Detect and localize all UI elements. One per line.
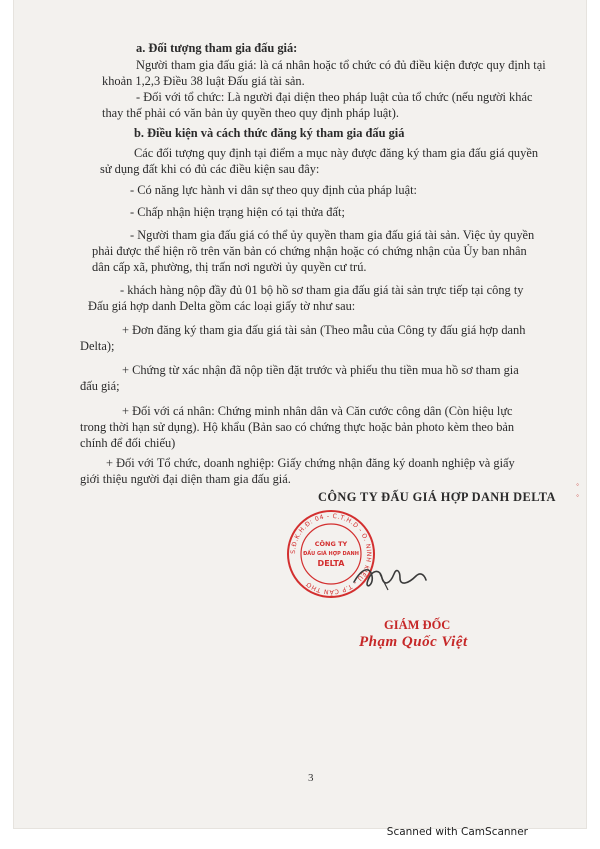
paragraph-line: - Đối với tổ chức: Là người đại diện theo pháp luật của tổ chức (nếu người khác xyxy=(136,90,533,104)
paragraph-line: đấu giá; xyxy=(80,379,120,393)
section-a-heading: a. Đối tượng tham gia đấu giá: xyxy=(136,41,298,55)
stamp-center-line: ĐẤU GIÁ HỢP DANH xyxy=(303,551,359,557)
paragraph-line: - khách hàng nộp đầy đủ 01 bộ hồ sơ tham gia đấu giá tài sản trực tiếp tại công ty xyxy=(120,283,524,297)
company-signature-title: CÔNG TY ĐẤU GIÁ HỢP DANH DELTA xyxy=(318,490,556,504)
paragraph-line: Người tham gia đấu giá: là cá nhân hoặc tổ chức có đủ điều kiện được quy định tại xyxy=(136,58,546,72)
paragraph-line: dân cấp xã, phường, thị trấn nơi người ủy quyền cư trú. xyxy=(92,260,367,274)
paragraph-line: + Chứng từ xác nhận đã nộp tiền đặt trước và phiếu thu tiền mua hồ sơ tham gia xyxy=(122,363,519,377)
paragraph-line: sử dụng đất khi có đủ các điều kiện sau đây: xyxy=(100,162,320,176)
edge-stamp-fragment: ◦ ◦ xyxy=(573,480,582,500)
stamp-ring-text: S.Đ.K.H.Đ: 04 - C.T.H.D - O. NINH KIỀU - T.P CẦN THƠ xyxy=(289,512,373,596)
paragraph-line: Các đối tượng quy định tại điểm a mục này được đăng ký tham gia đấu giá quyền xyxy=(134,146,539,160)
stamp-center-line: DELTA xyxy=(317,559,345,568)
paragraph-line: trong thời hạn sử dụng). Hộ khẩu (Bản sao có chứng thực hoặc bản photo kèm theo bản xyxy=(80,420,515,434)
paragraph-line: Delta); xyxy=(80,339,115,353)
section-b-heading: b. Điều kiện và cách thức đăng ký tham gia đấu giá xyxy=(134,126,405,140)
paragraph-line: - Người tham gia đấu giá có thể ủy quyền tham gia đấu giá tài sản. Việc ủy quyền xyxy=(130,228,535,242)
document-page xyxy=(14,0,586,828)
scanner-watermark: Scanned with CamScanner xyxy=(386,826,528,838)
paragraph-line: - Có năng lực hành vi dân sự theo quy định của pháp luật: xyxy=(130,183,417,197)
paragraph-line: chính để đối chiếu) xyxy=(80,436,176,450)
director-name: Phạm Quốc Việt xyxy=(359,634,468,650)
paragraph-line: Đấu giá hợp danh Delta gồm các loại giấy tờ như sau: xyxy=(88,299,356,313)
page-number: 3 xyxy=(308,772,314,784)
paragraph-line: + Đơn đăng ký tham gia đấu giá tài sản (Theo mẫu của Công ty đấu giá hợp danh xyxy=(122,323,526,337)
paragraph-line: giới thiệu người đại diện tham gia đấu giá. xyxy=(80,472,291,486)
paragraph-line: - Chấp nhận hiện trạng hiện có tại thửa đất; xyxy=(130,205,345,219)
handwritten-signature xyxy=(350,560,430,594)
paragraph-line: phải được thể hiện rõ trên văn bản có chứng nhận hoặc có chứng nhận của Ủy ban nhân xyxy=(92,244,527,258)
stamp-center-line: CÔNG TY xyxy=(314,540,348,548)
director-title: GIÁM ĐỐC xyxy=(384,618,451,632)
paragraph-line: khoản 1,2,3 Điều 38 luật Đấu giá tài sản. xyxy=(102,74,305,88)
paragraph-line: + Đối với Tổ chức, doanh nghiệp: Giấy chứng nhận đăng ký doanh nghiệp và giấy xyxy=(106,456,515,470)
paragraph-line: + Đối với cá nhân: Chứng minh nhân dân và Căn cước công dân (Còn hiệu lực xyxy=(122,404,513,418)
paragraph-line: thay thế phải có văn bản ủy quyền theo quy định pháp luật). xyxy=(102,106,399,120)
